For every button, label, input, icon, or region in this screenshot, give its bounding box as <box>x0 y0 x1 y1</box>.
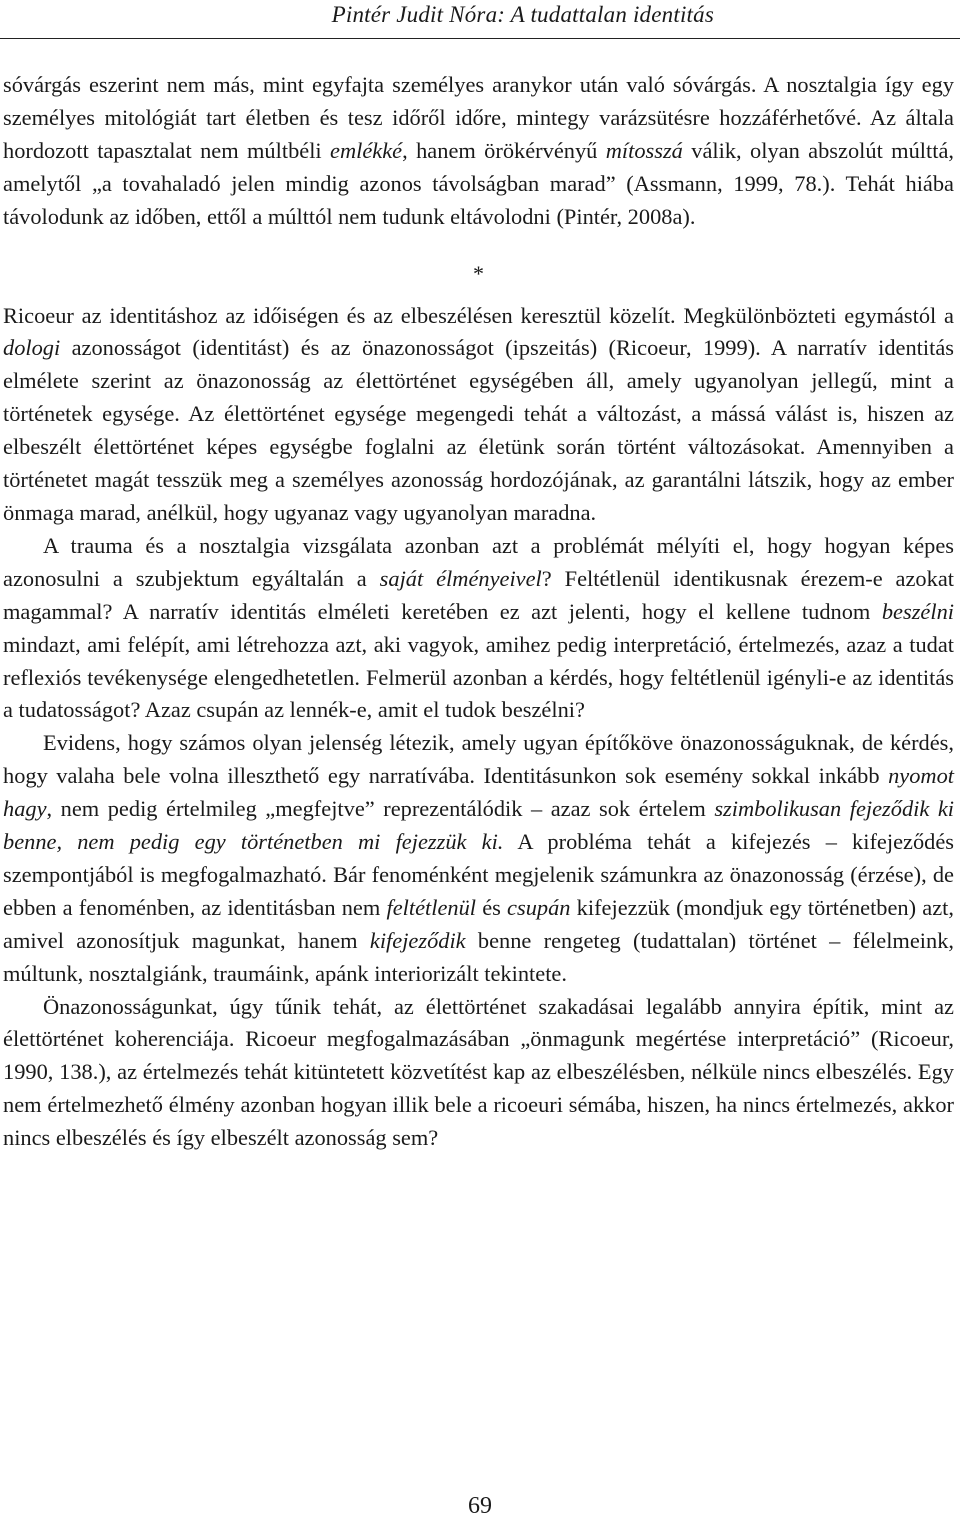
italic-text: csupán <box>507 894 571 920</box>
italic-text: mítosszá <box>605 137 683 163</box>
paragraph-text: válik, olyan abszolút múlttá, amelytől „a tovahaladó jelen mindig azonos távolságban marad” (Assmann, 1999, 78.). Tehát hiába távolodunk az időben, ettől a múlttól nem tudunk eltávolodni (Pintér, 2008a). <box>3 137 954 229</box>
article-body <box>3 69 954 1155</box>
paragraph <box>3 530 954 727</box>
paragraph <box>3 69 954 234</box>
italic-text: szimbolikusan fejeződik ki benne, nem pedig egy történetben mi fejezzük ki. <box>3 796 954 855</box>
italic-text: dologi <box>3 335 61 361</box>
paragraph-text: A probléma tehát a kifejezés – kifejeződés szempontjából is megfogalmazható. Bár fenoménként megjelenik számunkra az önazonosság (érzése), de ebben a fenoménben, az identitásban nem <box>3 829 955 920</box>
paragraph-text: és <box>476 894 508 920</box>
paragraph <box>3 727 954 990</box>
paragraph-text: benne rengeteg (tudattalan) történet – félelmeink, múltunk, nosztalgiánk, traumáink, apánk interiorizált tekintete. <box>3 927 954 986</box>
running-title: Pintér Judit Nóra: A tudattalan identitás <box>331 2 714 27</box>
section-separator: * <box>473 260 484 286</box>
paragraph-text: sóvárgás eszerint nem más, mint egyfajta személyes aranykor után való sóvárgás. A nosztalgia így egy személyes mitológiát tart életben és tesz időről időre, mintegy varázsütésre hozzáférhetővé. Az általa hordozott tapasztalat nem múltbéli <box>3 72 954 163</box>
running-head <box>0 0 960 38</box>
paragraph-text: Önazonosságunkat, úgy tűnik tehát, az élettörténet szakadásai legalább annyira építik, mint az élettörténet koherenciája. Ricoeur megfogalmazásában „önmagunk megértése interpretáció” (Ricoeur, 1990, 138.), az értelmezés tehát kitüntetett közvetítést kap az elbeszélésben, nélküle nincs elbeszélés. Egy nem értelmezhető élmény azonban hogyan illik bele a ricoeuri sémába, hiszen, ha nincs értelmezés, akkor nincs elbeszélés és így elbeszélt azonosság sem? <box>3 993 954 1151</box>
paragraph <box>3 300 954 530</box>
paragraph-text: azonosságot (identitást) és az önazonosságot (ipszeitás) (Ricoeur, 1999). A narratív identitás elmélete szerint az önazonosság az élettörténet egységében áll, amely ugyanolyan jellegű, mint a történetek egysége. Az élettörténet egysége megengedi tehát a változást, a mássá válást is, hiszen az elbeszélt élettörténet képes egységbe foglalni az életünk során történt változásokat. Amennyiben a történetet magát tesszük meg a személyes azonosság hordozójának, az garantálni látszik, hogy az ember önmaga marad, anélkül, hogy ugyanaz vagy ugyanolyan maradna. <box>3 335 954 525</box>
italic-text: saját élményeivel <box>379 565 542 591</box>
paragraph-text: Ricoeur az identitáshoz az időiségen és az elbeszélésen keresztül közelít. Megkülönbözteti egymástól a <box>3 302 954 328</box>
italic-text: nyomot hagy <box>3 763 954 822</box>
paragraph-text: Evidens, hogy számos olyan jelenség létezik, amely ugyan építőköve önazonosságuknak, de kérdés, hogy valaha bele volna illeszthető egy narratívába. Identitásunkon sok esemény sokkal inkább <box>3 730 954 789</box>
header-rule <box>0 38 960 39</box>
italic-text: feltétlenül <box>386 894 476 920</box>
paragraph-text: kifejezzük (mondjuk egy történetben) azt, amivel azonosítjuk magunkat, hanem <box>3 894 954 953</box>
italic-text: kifejeződik <box>369 927 466 953</box>
page-number: 69 <box>468 1493 492 1519</box>
italic-text: beszélni <box>881 598 954 624</box>
paragraph <box>3 991 954 1156</box>
paragraph-text: mindazt, ami felépít, ami létrehozza azt, aki vagyok, amihez pedig interpretáció, értelmezés, azaz a tudat reflexiós tevékenysége elengedhetetlen. Felmerül azonban a kérdés, hogy feltétlenül igényli-e az identitás a tudatosságot? Azaz csupán az lennék-e, amit el tudok beszélni? <box>3 631 954 723</box>
paragraph-text: ? Feltétlenül identikusnak érezem-e azokat magammal? A narratív identitás elméleti keretében ez azt jelenti, hogy el kellene tudnom <box>3 565 954 624</box>
paragraph-text: , nem pedig értelmileg „megfejtve” reprezentálódik – azaz sok értelem <box>46 796 715 822</box>
italic-text: emlékké <box>330 137 403 163</box>
paragraph-text: , hanem örökérvényű <box>402 137 606 163</box>
paragraph-text: A trauma és a nosztalgia vizsgálata azonban azt a problémát mélyíti el, hogy hogyan képes azonosulni a szubjektum egyáltalán a <box>3 532 954 591</box>
